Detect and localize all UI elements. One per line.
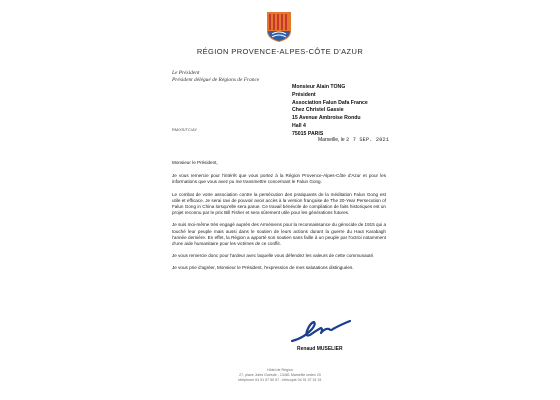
footer-line: téléphone 04 91 57 50 57 - télécopie 04 91 57 51 51: [238, 378, 322, 382]
sender-subtitle: Président délégué de Régions de France: [172, 77, 260, 83]
handwritten-signature: [290, 316, 360, 344]
footer-line: 27, place Jules Guesde - 13481 Marseille cedex 20: [239, 373, 321, 377]
date-stamp: 2 7 SEP. 2021: [346, 137, 390, 143]
dateline-prefix: Marseille, le: [318, 137, 345, 143]
recipient-line: Monsieur Alain TONG: [292, 84, 346, 90]
recipient-line: Chez Christel Gassie: [292, 107, 344, 114]
region-coat-of-arms-logo: [266, 11, 292, 43]
letter-paragraph: Je vous prie d'agréer, Monsieur le Président, l'expression de mes salutations distinguées.: [172, 265, 354, 271]
letter-paragraph: Le combat de votre association contre la persécution des pratiquants de la méditation Falun Gong est utile et efficace. Je serai ravi de pouvoir avoir accès à la version française de The 20-Year Persecution of Falun Gong in China lorsqu'elle sera parue. Ce travail bénévole de compilation de faits historiques est un projet reconnu par le prix Bill Fisher et sera sûrement utile pour les générations futures.: [172, 191, 386, 216]
letterhead-footer: [0, 368, 560, 383]
reference-code: RM/XS/TC/AY: [172, 128, 198, 132]
letter-paragraph: Je suis moi-même très engagé auprès des Arméniens pour la reconnaissance du génocide de 1915 qui a touché leur peuple mais aussi dans le soutien de leurs actions durant la guerre du Haut Karabagh l'année dernière. En effet, la Région a apporté son soutien sans faille à un peuple par l'octroi notamment d'une aide humanitaire pour les victimes de ce conflit.: [172, 222, 386, 247]
recipient-address: [292, 84, 368, 139]
sender-title: Le Président: [172, 70, 200, 76]
recipient-line: 15 Avenue Ambroise Rondu: [292, 115, 361, 122]
footer-line: Hôtel de Région: [267, 368, 293, 372]
region-name: RÉGION PROVENCE-ALPES-CÔTE D'AZUR: [196, 47, 364, 56]
recipient-line: Association Falun Dafa France: [292, 99, 368, 106]
recipient-line: Hall 4: [292, 122, 306, 129]
dateline: [318, 137, 389, 143]
salutation: Monsieur le Président,: [172, 160, 218, 165]
letter-body: [172, 160, 386, 278]
letter-paragraph: Je vous remercie donc pour l'ardeur avec laquelle vous défendez les valeurs de cette communauté.: [172, 253, 375, 259]
letter-paragraph: Je vous remercie pour l'intérêt que vous portez à la Région Provence-Alpes-Côte d'Azur et pour les informations que vous avez pu me transmettre concernant le Falun Gong.: [172, 173, 386, 185]
recipient-line: 75015 PARIS: [292, 130, 324, 137]
recipient-line: Président: [292, 91, 316, 98]
signer-name: Renaud MUSELIER: [297, 346, 343, 352]
